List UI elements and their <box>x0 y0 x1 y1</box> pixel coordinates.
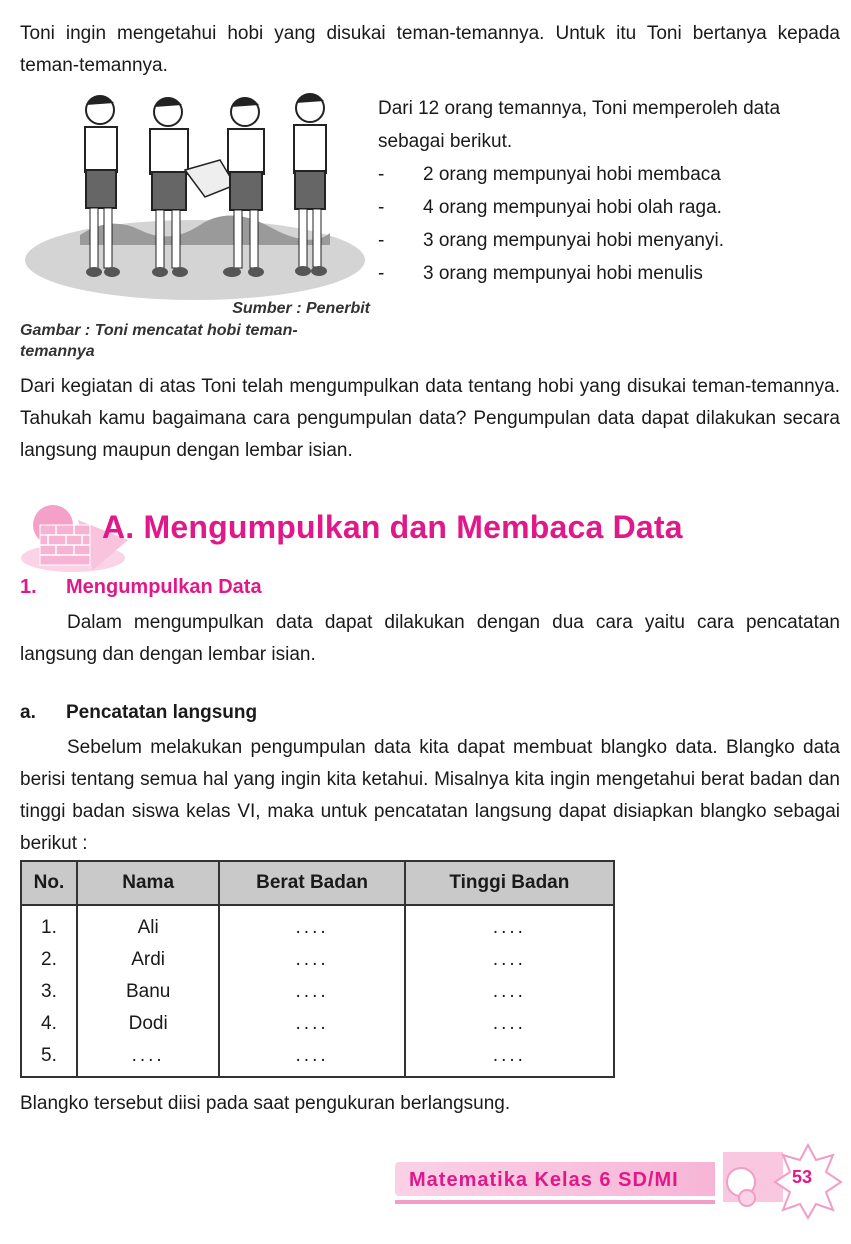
data-form-table <box>20 860 615 1078</box>
hobby-data-block <box>378 92 843 290</box>
list-item: - 3 orang mempunyai hobi menyanyi. <box>378 230 725 251</box>
subsection-heading-a: a. Pencatatan langsung <box>20 702 258 723</box>
page-footer <box>395 1140 845 1220</box>
data-intro: Dari 12 orang temannya, Toni memperoleh data sebagai berikut. <box>378 98 781 152</box>
column-header-tinggi: Tinggi Badan <box>405 861 614 905</box>
column-header-no: No. <box>21 861 77 905</box>
column-header-berat: Berat Badan <box>219 861 404 905</box>
page-number: 53 <box>792 1167 813 1187</box>
figure-caption: Gambar : Toni mencatat hobi teman-temannya <box>20 322 298 360</box>
figure-source: Sumber : Penerbit <box>232 300 370 317</box>
table-header-row <box>21 861 614 905</box>
closing-text: Blangko tersebut diisi pada saat pengukuran berlangsung. <box>20 1093 511 1114</box>
list-item: - 2 orang mempunyai hobi membaca <box>378 164 721 185</box>
section-title: A. Mengumpulkan dan Membaca Data <box>102 509 683 545</box>
footer-underline <box>395 1200 715 1204</box>
footer-ornament-icon <box>713 1140 843 1220</box>
subsection-1-text: Dalam mengumpulkan data dapat dilakukan dengan dua cara yaitu cara pencatatan langsung dan dengan lembar isian. <box>20 612 840 665</box>
table-row: 4. Dodi .... .... <box>21 1008 614 1040</box>
list-item: - 3 orang mempunyai hobi menulis <box>378 263 703 284</box>
list-item: - 4 orang mempunyai hobi olah raga. <box>378 197 722 218</box>
paragraph-data-collection: Dari kegiatan di atas Toni telah mengumpulkan data tentang hobi yang disukai teman-temannya. Tahukah kamu bagaimana cara pengumpulan data? Pengumpulan data dapat dilakukan secara langsung maupun dengan lembar isian. <box>20 376 840 461</box>
illustration-students <box>20 85 370 310</box>
subsection-heading-1: 1. Mengumpulkan Data <box>20 576 262 598</box>
book-title: Matematika Kelas 6 SD/MI <box>409 1169 679 1191</box>
column-header-nama: Nama <box>77 861 220 905</box>
subsection-a-text: Sebelum melakukan pengumpulan data kita dapat membuat blangko data. Blangko data berisi tentang semua hal yang ingin kita ketahui. Misalnya kita ingin mengetahui berat badan dan tinggi badan siswa kelas VI, maka untuk pencatatan langsung dapat disiapkan blangko sebagai berikut : <box>20 737 840 854</box>
table-row: 5. .... .... .... <box>21 1040 614 1077</box>
table-row: 2. Ardi .... .... <box>21 944 614 976</box>
intro-paragraph: Toni ingin mengetahui hobi yang disukai teman-temannya. Untuk itu Toni bertanya kepada teman-temannya. <box>20 23 840 76</box>
table-row: 3. Banu .... .... <box>21 976 614 1008</box>
table-row: 1. Ali .... .... <box>21 905 614 944</box>
